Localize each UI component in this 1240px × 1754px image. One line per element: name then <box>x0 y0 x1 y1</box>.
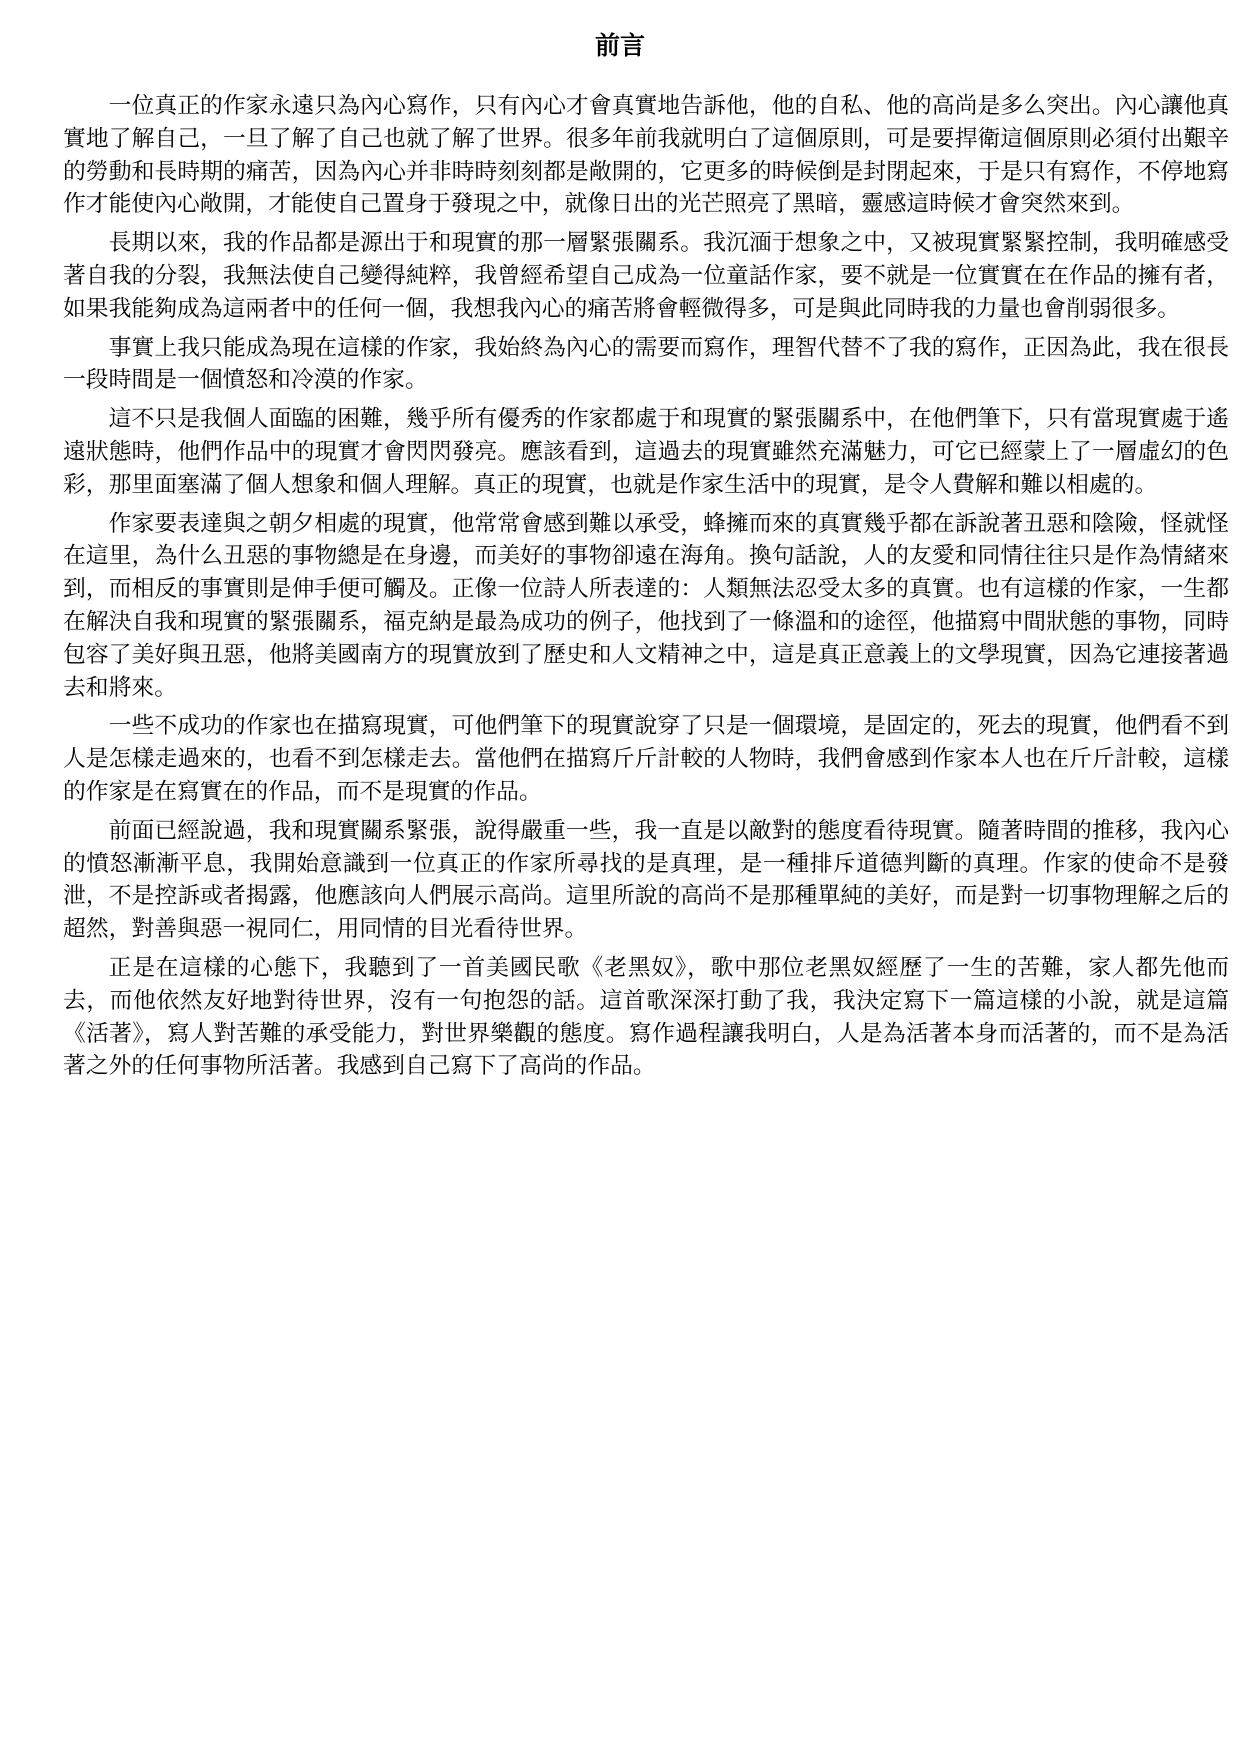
paragraph-4: 這不只是我個人面臨的困難，幾乎所有優秀的作家都處于和現實的緊張關系中，在他們筆下，只有當現實處于遙遠狀態時，他們作品中的現實才會閃閃發亮。應該看到，這過去的現實雖然充滿魅力，可它已經蒙上了一層虛幻的色彩，那里面塞滿了個人想象和個人理解。真正的現實，也就是作家生活中的現實，是令人費解和難以相處的。 <box>63 406 1229 498</box>
paragraph-6: 一些不成功的作家也在描寫現實，可他們筆下的現實說穿了只是一個環境，是固定的，死去的現實，他們看不到人是怎樣走過來的，也看不到怎樣走去。當他們在描寫斤斤計較的人物時，我們會感到作家本人也在斤斤計較，這樣的作家是在寫實在的作品，而不是現實的作品。 <box>63 713 1229 805</box>
paragraph-3: 事實上我只能成為現在這樣的作家，我始終為內心的需要而寫作，理智代替不了我的寫作，正因為此，我在很長一段時間是一個憤怒和冷漠的作家。 <box>63 334 1229 394</box>
document-body <box>63 90 1229 1089</box>
paragraph-1: 一位真正的作家永遠只為內心寫作，只有內心才會真實地告訴他，他的自私、他的高尚是多么突出。內心讓他真實地了解自己，一旦了解了自己也就了解了世界。很多年前我就明白了這個原則，可是要捍衛這個原則必須付出艱辛的勞動和長時期的痛苦，因為內心并非時時刻刻都是敞開的，它更多的時候倒是封閉起來，于是只有寫作，不停地寫作才能使內心敞開，才能使自己置身于發現之中，就像日出的光芒照亮了黑暗，靈感這時候才會突然來到。 <box>63 93 1229 218</box>
paragraph-5: 作家要表達與之朝夕相處的現實，他常常會感到難以承受，蜂擁而來的真實幾乎都在訴說著丑惡和陰險，怪就怪在這里，為什么丑惡的事物總是在身邊，而美好的事物卻遠在海角。換句話說，人的友愛和同情往往只是作為情緒來到，而相反的事實則是伸手便可觸及。正像一位詩人所表達的：人類無法忍受太多的真實。也有這樣的作家，一生都在解決自我和現實的緊張關系，福克納是最為成功的例子，他找到了一條溫和的途徑，他描寫中間狀態的事物，同時包容了美好與丑惡，他將美國南方的現實放到了歷史和人文精神之中，這是真正意義上的文學現實，因為它連接著過去和將來。 <box>63 510 1229 701</box>
page-title: 前言 <box>594 31 645 60</box>
paragraph-8: 正是在這樣的心態下，我聽到了一首美國民歌《老黑奴》，歌中那位老黑奴經歷了一生的苦難，家人都先他而去，而他依然友好地對待世界，沒有一句抱怨的話。這首歌深深打動了我，我決定寫下一篇這樣的小說，就是這篇《活著》，寫人對苦難的承受能力，對世界樂觀的態度。寫作過程讓我明白，人是為活著本身而活著的，而不是為活著之外的任何事物所活著。我感到自己寫下了高尚的作品。 <box>63 954 1229 1080</box>
paragraph-7: 前面已經說過，我和現實關系緊張，說得嚴重一些，我一直是以敵對的態度看待現實。隨著時間的推移，我內心的憤怒漸漸平息，我開始意識到一位真正的作家所尋找的是真理，是一種排斥道德判斷的真理。作家的使命不是發泄，不是控訴或者揭露，他應該向人們展示高尚。這里所說的高尚不是那種單純的美好，而是對一切事物理解之后的超然，對善與惡一視同仁，用同情的目光看待世界。 <box>63 817 1229 943</box>
paragraph-2: 長期以來，我的作品都是源出于和現實的那一層緊張關系。我沉湎于想象之中，又被現實緊緊控制，我明確感受著自我的分裂，我無法使自己變得純粹，我曾經希望自己成為一位童話作家，要不就是一位實實在在作品的擁有者，如果我能夠成為這兩者中的任何一個，我想我內心的痛苦將會輕微得多，可是與此同時我的力量也會削弱很多。 <box>63 230 1229 322</box>
